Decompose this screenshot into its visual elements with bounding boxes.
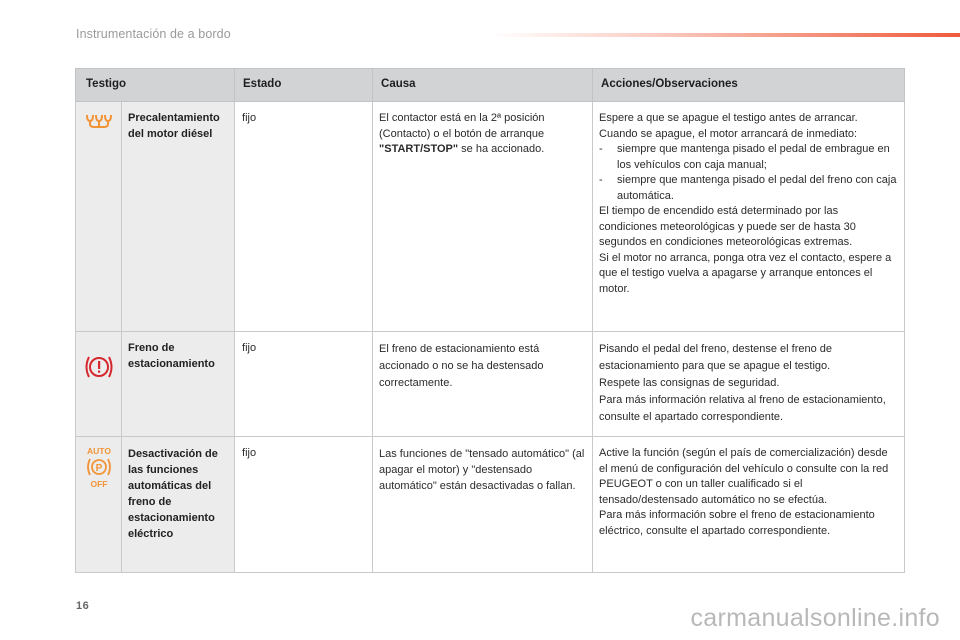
- table-row: [76, 437, 905, 573]
- icon-cell: [76, 437, 122, 573]
- page-number: 16: [76, 600, 90, 612]
- warning-lights-table: [75, 68, 905, 573]
- warning-actions: [593, 332, 905, 437]
- actions-line: Para más información relativa al freno de estacionamiento, consulte el apartado correspondiente.: [599, 394, 886, 423]
- warning-state: fijo: [235, 332, 373, 437]
- actions-intro: Espere a que se apague el testigo antes de arrancar.: [599, 112, 858, 124]
- warning-cause: [373, 102, 593, 332]
- column-header-causa: Causa: [373, 69, 593, 102]
- section-title: Instrumentación de a bordo: [76, 27, 231, 41]
- warning-cause: Las funciones de "tensado automático" (al apagar el motor) y "destensado automático" están desactivadas o fallan.: [373, 437, 593, 573]
- watermark: carmanualsonline.info: [690, 604, 940, 632]
- warning-state: fijo: [235, 437, 373, 573]
- column-header-acciones: Acciones/Observaciones: [593, 69, 905, 102]
- start-stop-label: "START/STOP": [379, 143, 459, 155]
- bullet-dash: -: [599, 143, 603, 155]
- actions-line: Active la función (según el país de comercialización) desde el menú de configuración del vehículo o consulte con la red PEUGEOT o con un taller cualificado si el tensado/destensado automático no se efectúa.: [599, 447, 889, 506]
- actions-line: Respete las consignas de seguridad.: [599, 377, 780, 389]
- cause-text-end: se ha accionado.: [458, 143, 545, 155]
- warning-actions: [593, 437, 905, 573]
- icon-cell: [76, 102, 122, 332]
- actions-line: Cuando se apague, el motor arrancará de inmediato:: [599, 127, 858, 140]
- icon-cell: [76, 332, 122, 437]
- auto-p-off-icon: [76, 446, 121, 490]
- actions-line: Para más información sobre el freno de estacionamiento eléctrico, consulte el apartado correspondiente.: [599, 509, 875, 537]
- cause-text: El contactor está en la 2ª posición (Contacto) o el botón de arranque: [379, 112, 545, 140]
- actions-line: Pisando el pedal del freno, destense el freno de estacionamiento para que se apague el testigo.: [599, 343, 833, 372]
- actions-line: Si el motor no arranca, ponga otra vez el contacto, espere a que el testigo vuelva a apagarse y arranque entonces el motor.: [599, 251, 892, 295]
- bullet-text: siempre que mantenga pisado el pedal del freno con caja automática.: [617, 174, 897, 202]
- bullet-text: siempre que mantenga pisado el pedal de embrague en los vehículos con caja manual;: [617, 143, 890, 171]
- header-accent-bar: [492, 33, 960, 37]
- list-item: [599, 173, 898, 204]
- bullet-dash: -: [599, 174, 603, 186]
- warning-actions: [593, 102, 905, 332]
- warning-cause: El freno de estacionamiento está accionado o no se ha destensado correctamente.: [373, 332, 593, 437]
- table-row: [76, 102, 905, 332]
- table-header-row: [76, 69, 905, 102]
- column-header-testigo: Testigo: [76, 69, 235, 102]
- warning-name: Precalentamiento del motor diésel: [122, 102, 235, 332]
- actions-line: El tiempo de encendido está determinado por las condiciones meteorológicas y puede ser de hasta 30 segundos en condiciones meteorológicas extremas.: [599, 205, 856, 248]
- warning-state: fijo: [235, 102, 373, 332]
- icon-text-off: OFF: [90, 479, 107, 489]
- icon-text-auto: AUTO: [86, 446, 111, 456]
- column-header-estado: Estado: [235, 69, 373, 102]
- warning-name: Desactivación de las funciones automáticas del freno de estacionamiento eléctrico: [122, 437, 235, 573]
- parking-brake-icon: [76, 354, 121, 380]
- glow-plug-icon: [76, 112, 121, 130]
- table-row: [76, 332, 905, 437]
- icon-text-p: P: [95, 463, 102, 474]
- list-item: [599, 142, 898, 173]
- warning-name: Freno de estacionamiento: [122, 332, 235, 437]
